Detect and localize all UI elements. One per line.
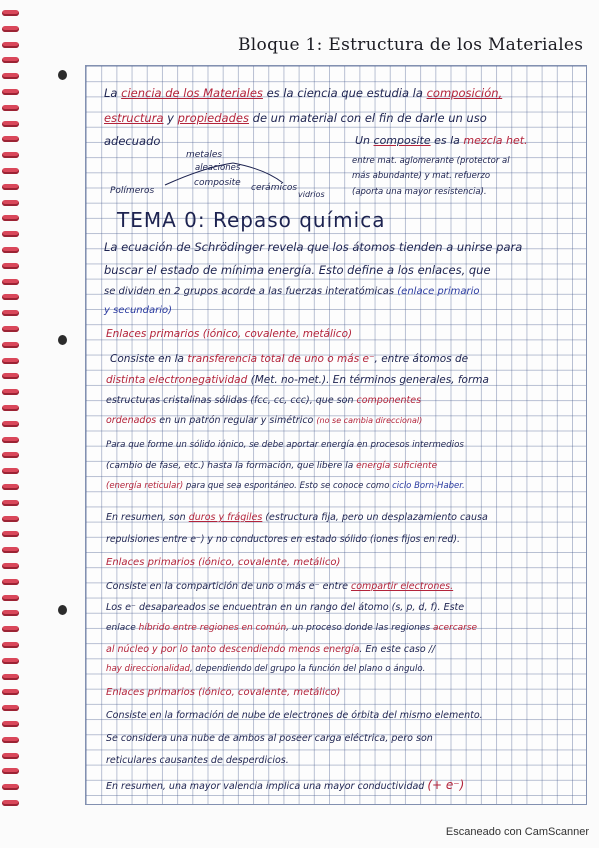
body-line: Se considera una nube de ambos al poseer carga eléctrica, pero son <box>106 733 433 744</box>
diagram-label-metales: metales <box>186 150 223 160</box>
spiral-ring <box>2 784 19 790</box>
spiral-ring <box>2 753 19 759</box>
diagram-label-polimeros: Polímeros <box>110 186 155 196</box>
body-line: distinta electronegatividad (Met. no-met.). En términos generales, forma <box>106 374 489 386</box>
spiral-ring <box>2 452 19 458</box>
spiral-ring <box>2 263 19 269</box>
spiral-ring <box>2 563 19 569</box>
spiral-ring <box>2 610 19 616</box>
scanner-watermark: Escaneado con CamScanner <box>445 826 589 838</box>
spiral-ring <box>2 105 19 111</box>
intro-line-1: La ciencia de los Materiales es la ciencia que estudia la composición, <box>104 86 503 100</box>
spiral-ring <box>2 326 19 332</box>
body-line: En resumen, una mayor valencia implica una mayor conductividad (+ e⁻) <box>106 778 465 792</box>
subheading-enlaces-1: Enlaces primarios (iónico, covalente, metálico) <box>106 328 353 340</box>
spiral-ring <box>2 547 19 553</box>
spiral-ring <box>2 484 19 490</box>
diagram-label-aleaciones: aleaciones <box>195 163 241 173</box>
punch-hole <box>58 70 67 80</box>
spiral-ring <box>2 26 19 32</box>
spiral-ring <box>2 136 19 142</box>
spiral-binding <box>0 10 24 810</box>
body-line: buscar el estado de mínima energía. Esto define a los enlaces, que <box>104 263 491 277</box>
subheading-enlaces-2: Enlaces primarios (iónico, covalente, metálico) <box>106 557 341 568</box>
spiral-ring <box>2 658 19 664</box>
spiral-ring <box>2 152 19 158</box>
spiral-ring <box>2 705 19 711</box>
diagram-label-ceramicos: cerámicos <box>251 183 298 193</box>
spiral-ring <box>2 468 19 474</box>
spiral-ring <box>2 389 19 395</box>
spiral-ring <box>2 121 19 127</box>
spiral-ring <box>2 231 19 237</box>
composite-note-line-1: Un composite es la mezcla het. <box>355 134 528 147</box>
spiral-ring <box>2 310 19 316</box>
spiral-ring <box>2 689 19 695</box>
spiral-ring <box>2 358 19 364</box>
spiral-ring <box>2 184 19 190</box>
spiral-ring <box>2 42 19 48</box>
spiral-ring <box>2 800 19 806</box>
body-line: se dividen en 2 grupos acorde a las fuerzas interatómicas (enlace primario <box>104 286 480 297</box>
spiral-ring <box>2 421 19 427</box>
body-line: reticulares causantes de desperdicios. <box>106 755 289 766</box>
composite-note-line-3: más abundante) y mat. refuerzo <box>352 171 491 181</box>
spiral-ring <box>2 626 19 632</box>
spiral-ring <box>2 200 19 206</box>
spiral-ring <box>2 294 19 300</box>
diagram-label-vidrios: vidrios <box>298 190 325 199</box>
composite-note-line-2: entre mat. aglomerante (protector al <box>352 156 510 166</box>
body-line: Consiste en la transferencia total de uno o más e⁻, entre átomos de <box>110 353 469 365</box>
body-line: enlace híbrido entre regiones en común, un proceso donde las regiones acercarse <box>106 623 478 633</box>
spiral-ring <box>2 168 19 174</box>
spiral-ring <box>2 531 19 537</box>
intro-line-2: estructura y propiedades de un material con el fin de darle un uso <box>104 111 487 125</box>
body-line: repulsiones entre e⁻) y no conductores en estado sólido (iones fijos en red). <box>106 534 460 545</box>
spiral-ring <box>2 437 19 443</box>
spiral-ring <box>2 737 19 743</box>
body-line: y secundario) <box>104 305 173 316</box>
spiral-ring <box>2 373 19 379</box>
body-line: Consiste en la formación de nube de electrones de órbita del mismo elemento. <box>106 710 483 721</box>
spiral-ring <box>2 247 19 253</box>
subheading-enlaces-3: Enlaces primarios (iónico, covalente, metálico) <box>106 687 341 698</box>
spiral-ring <box>2 89 19 95</box>
body-line: Consiste en la compartición de uno o más e⁻ entre compartir electrones. <box>106 581 454 592</box>
spiral-ring <box>2 500 19 506</box>
spiral-ring <box>2 57 19 63</box>
body-line: En resumen, son duros y frágiles (estructura fija, pero un desplazamiento causa <box>106 512 488 523</box>
body-line: (cambio de fase, etc.) hasta la formación, que libere la energía suficiente <box>106 461 438 471</box>
body-line: al núcleo y por lo tanto descendiendo menos energía. En este caso // <box>106 644 436 655</box>
spiral-ring <box>2 10 19 16</box>
spiral-ring <box>2 674 19 680</box>
punch-hole <box>58 605 67 615</box>
spiral-ring <box>2 579 19 585</box>
page-title: Bloque 1: Estructura de los Materiales <box>238 35 584 55</box>
spiral-ring <box>2 768 19 774</box>
intro-line-3: adecuado <box>104 134 161 148</box>
body-line: (energía reticular) para que sea espontáneo. Esto se conoce como ciclo Born-Haber. <box>106 481 465 491</box>
composite-note-line-4: (aporta una mayor resistencia). <box>352 187 487 197</box>
section-heading-tema: TEMA 0: Repaso química <box>117 208 386 232</box>
body-line: hay direccionalidad, dependiendo del grupo la función del plano o ángulo. <box>106 664 426 674</box>
spiral-ring <box>2 342 19 348</box>
spiral-ring <box>2 215 19 221</box>
body-line: La ecuación de Schrödinger revela que los átomos tienden a unirse para <box>104 240 523 254</box>
body-line: Los e⁻ desapareados se encuentran en un rango del átomo (s, p, d, f). Este <box>106 602 465 613</box>
spiral-ring <box>2 279 19 285</box>
body-line: ordenados en un patrón regular y simétrico (no se cambia direccional) <box>106 415 423 426</box>
spiral-ring <box>2 405 19 411</box>
spiral-ring <box>2 73 19 79</box>
spiral-ring <box>2 516 19 522</box>
punch-hole <box>58 335 67 345</box>
spiral-ring <box>2 595 19 601</box>
spiral-ring <box>2 642 19 648</box>
body-line: estructuras cristalinas sólidas (fcc, cc, ccc), que son componentes <box>106 395 422 406</box>
body-line: Para que forme un sólido iónico, se debe aportar energía en procesos intermedios <box>106 440 464 450</box>
spiral-ring <box>2 721 19 727</box>
diagram-label-composite: composite <box>194 178 241 188</box>
